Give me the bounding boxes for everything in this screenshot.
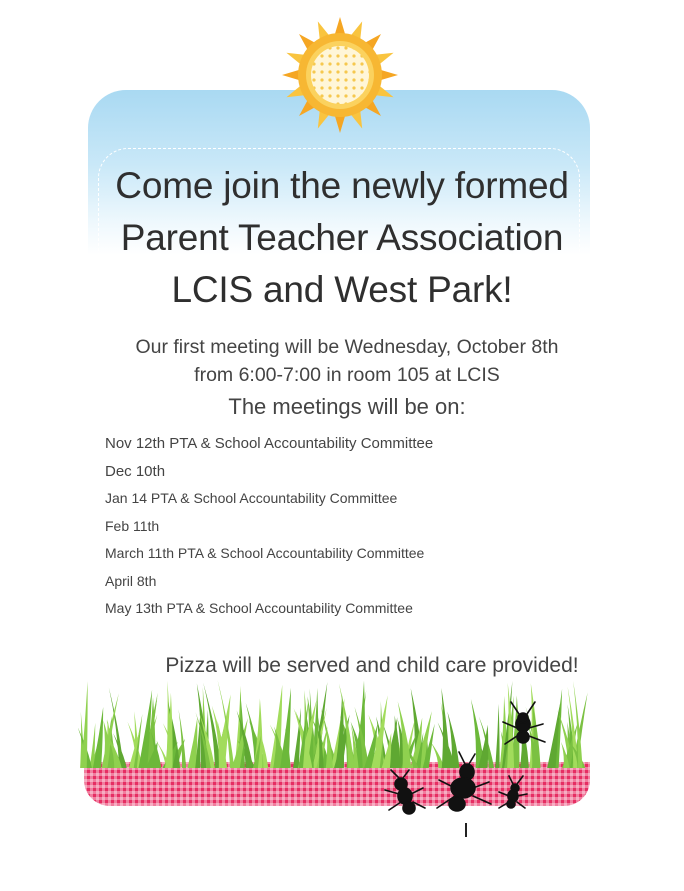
meeting-item: April 8th <box>105 572 157 589</box>
meeting-item: Nov 12th PTA & School Accountability Committee <box>105 435 434 452</box>
ant-icon <box>375 692 565 842</box>
sun-icon <box>270 12 410 138</box>
first-meeting-date: Our first meeting will be Wednesday, October 8th <box>135 336 559 358</box>
headline-line-1: Come join the newly formed <box>115 165 569 206</box>
meeting-list <box>105 430 625 623</box>
meeting-item: Feb 11th <box>105 517 160 534</box>
meeting-item: May 13th PTA & School Accountability Committee <box>105 600 413 616</box>
meeting-item: Dec 10th <box>105 462 166 480</box>
stray-mark <box>462 822 470 838</box>
ant-icon <box>499 776 527 808</box>
headline-line-3: LCIS and West Park! <box>171 269 513 310</box>
meeting-item: Jan 14 PTA & School Accountability Committee <box>105 490 398 506</box>
headline-line-2: Parent Teacher Association <box>120 217 564 258</box>
ant-icon <box>503 702 545 744</box>
first-meeting-info <box>40 333 654 389</box>
ant-icon <box>385 770 425 814</box>
ant-icon <box>437 752 491 811</box>
headline <box>40 160 644 316</box>
meetings-heading: The meetings will be on: <box>228 394 466 419</box>
pizza-note: Pizza will be served and child care provided! <box>165 654 579 677</box>
first-meeting-location: from 6:00-7:00 in room 105 at LCIS <box>194 364 500 386</box>
meeting-item: March 11th PTA & School Accountability Committee <box>105 545 425 561</box>
